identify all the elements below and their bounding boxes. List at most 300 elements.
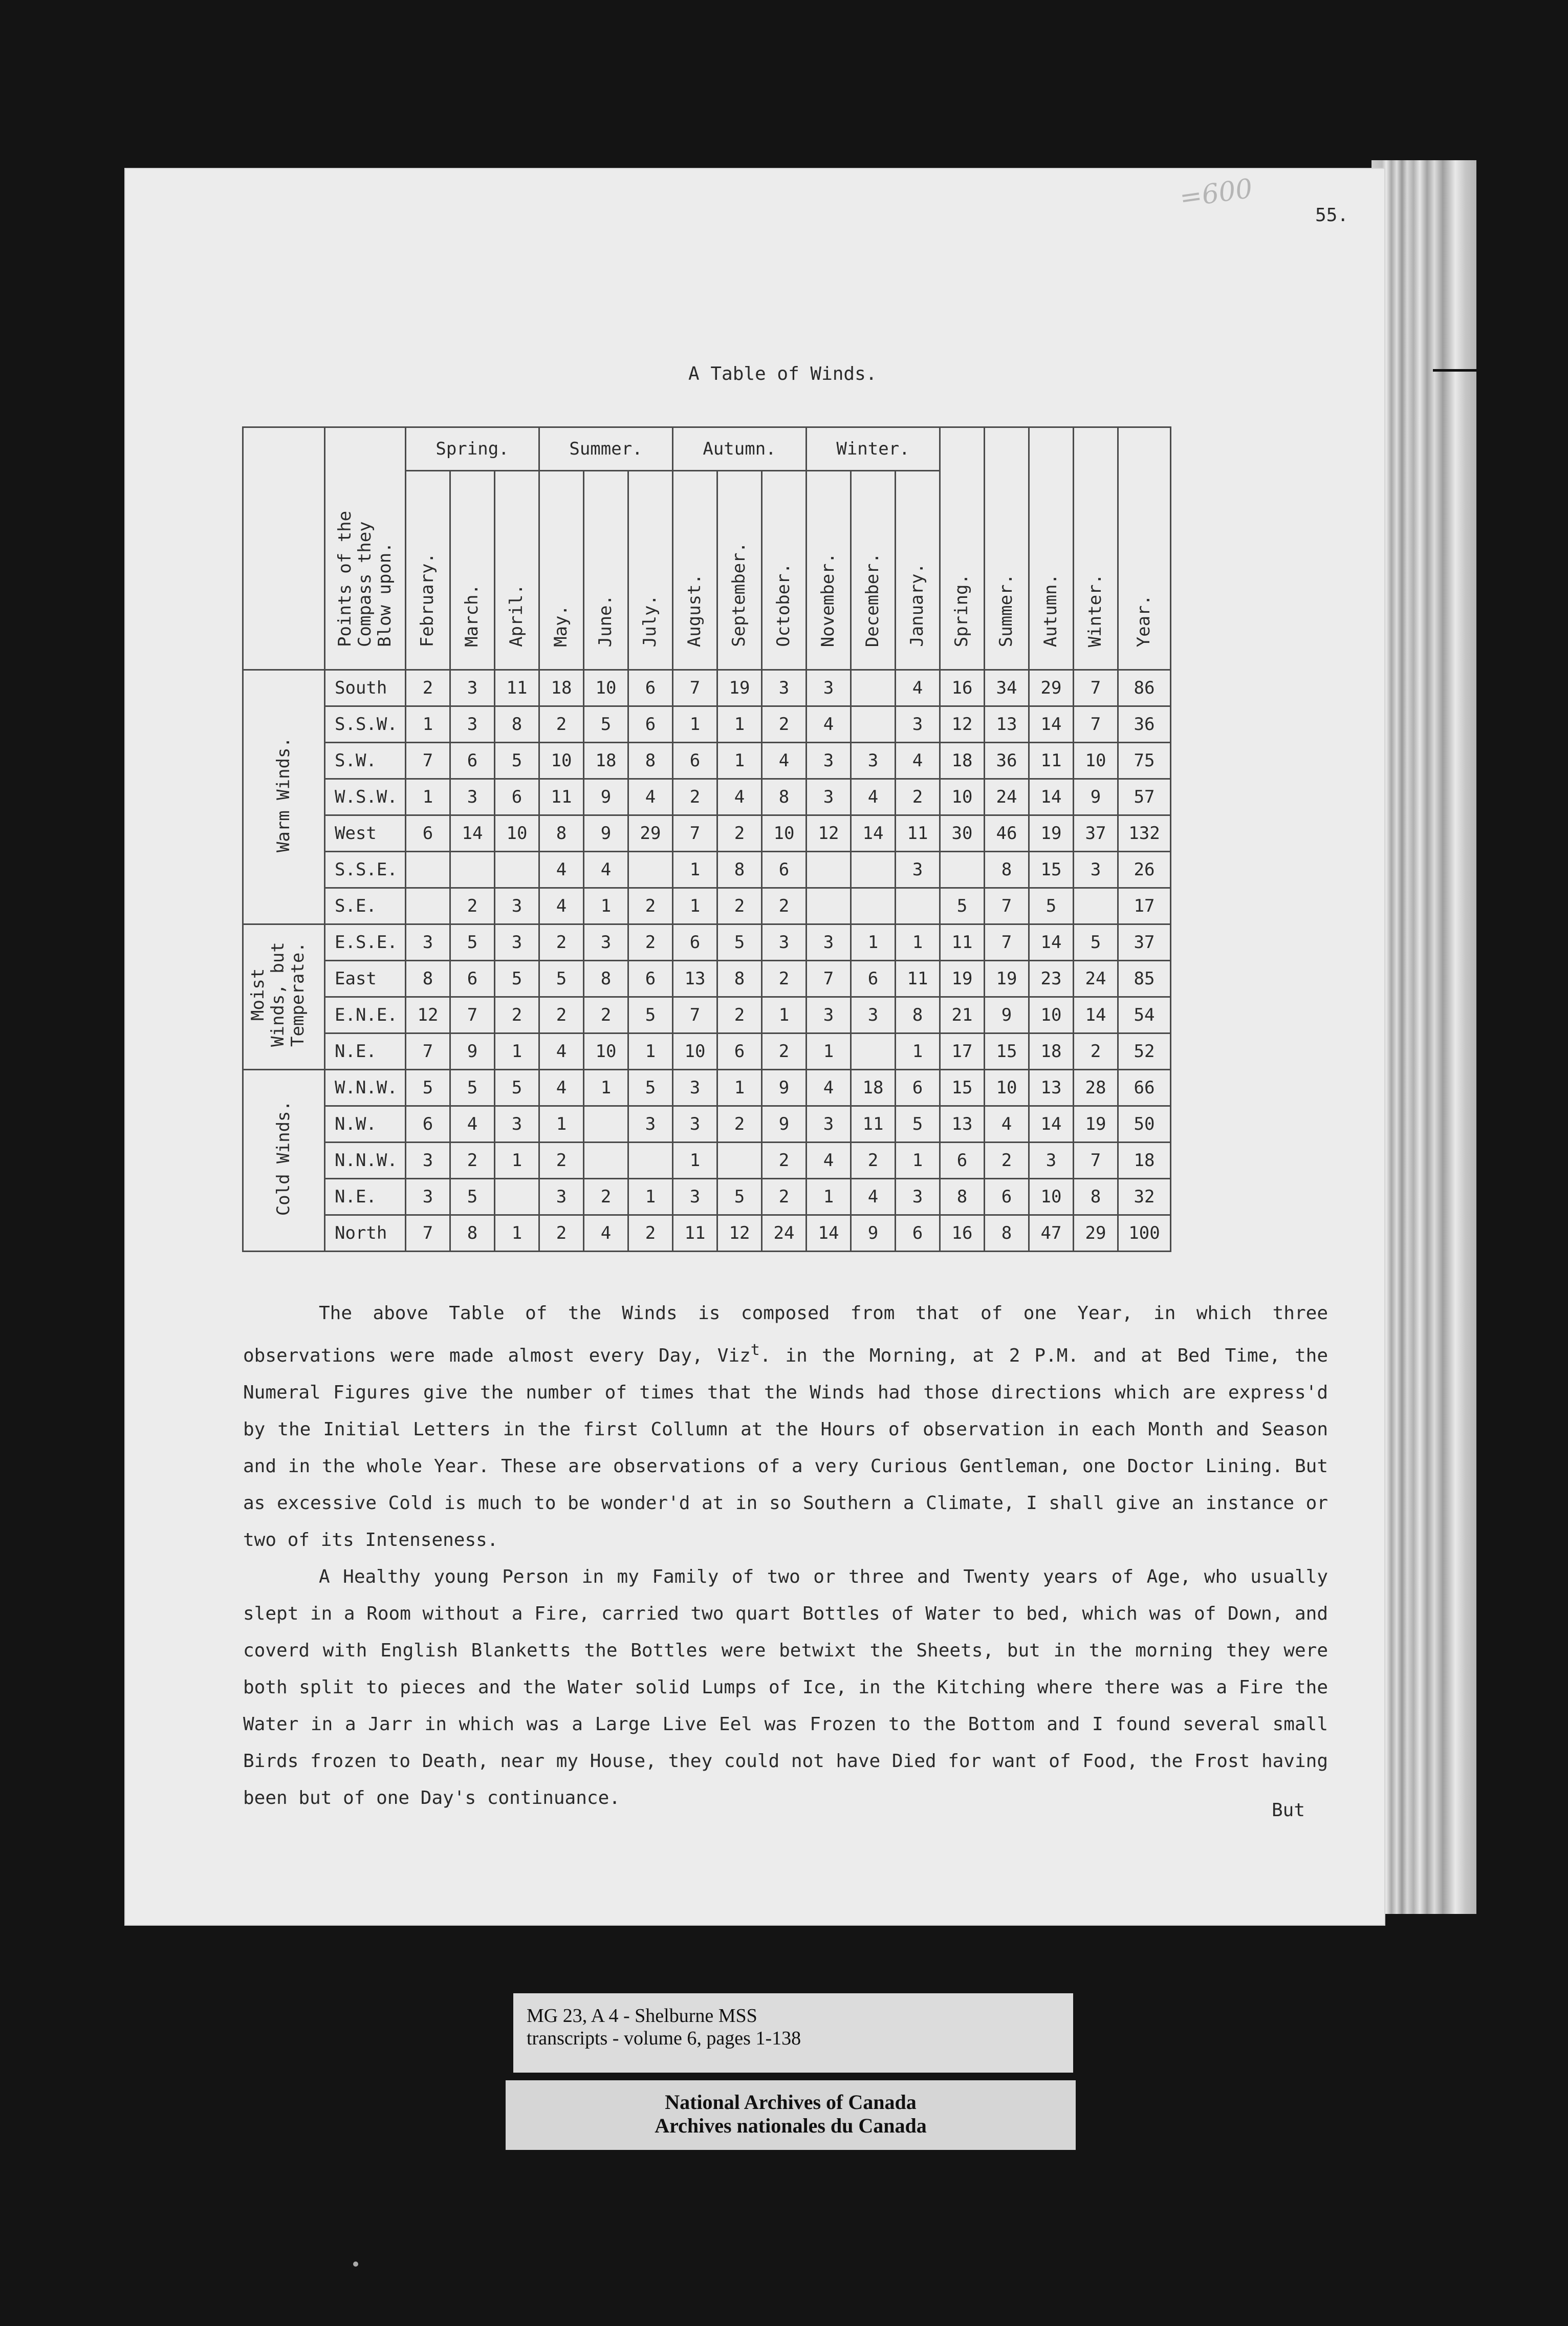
month-count-cell: 6 [896, 1215, 940, 1252]
table-row [243, 1179, 1171, 1215]
total-count-cell: 32 [1118, 1179, 1171, 1215]
month-count-cell [406, 852, 450, 888]
page-stack-edges [1371, 160, 1476, 1914]
table-title: A Table of Winds. [688, 363, 877, 384]
month-count-cell: 1 [406, 706, 450, 743]
film-dot [353, 2262, 358, 2267]
month-count-cell [851, 1033, 896, 1070]
table-row [243, 743, 1171, 779]
total-count-cell: 15 [985, 1033, 1029, 1070]
total-count-cell: 19 [985, 961, 1029, 997]
total-count-cell: 7 [985, 924, 1029, 961]
month-count-cell [896, 888, 940, 924]
table-row [243, 779, 1171, 815]
month-count-cell: 1 [762, 997, 807, 1033]
month-count-cell: 4 [539, 1070, 584, 1106]
month-count-cell: 3 [807, 670, 851, 706]
total-count-cell: 29 [1029, 670, 1074, 706]
month-count-cell: 11 [896, 815, 940, 852]
wind-group-label: Cold Winds. [243, 1070, 325, 1252]
month-count-cell: 2 [673, 779, 717, 815]
month-count-cell: 11 [851, 1106, 896, 1143]
month-count-cell: 2 [539, 924, 584, 961]
total-count-cell: 7 [1074, 670, 1118, 706]
table-row [243, 852, 1171, 888]
month-count-cell: 2 [762, 1179, 807, 1215]
month-header: June. [584, 471, 628, 670]
month-count-cell: 2 [851, 1143, 896, 1179]
month-count-cell: 14 [851, 815, 896, 852]
total-count-cell: 8 [940, 1179, 985, 1215]
total-count-cell: 10 [985, 1070, 1029, 1106]
month-count-cell: 3 [807, 997, 851, 1033]
winds-table [242, 426, 1171, 1252]
month-count-cell: 6 [495, 779, 539, 815]
archive-name-en: National Archives of Canada [665, 2091, 917, 2114]
total-count-cell: 23 [1029, 961, 1074, 997]
month-count-cell: 1 [896, 1143, 940, 1179]
compass-point: West [325, 815, 406, 852]
month-count-cell: 13 [673, 961, 717, 997]
month-count-cell: 6 [628, 961, 673, 997]
month-count-cell: 6 [673, 924, 717, 961]
total-header: Autumn. [1029, 427, 1074, 670]
total-count-cell: 2 [985, 1143, 1029, 1179]
month-count-cell: 3 [450, 779, 495, 815]
archive-reference-label [513, 1993, 1073, 2073]
total-count-cell: 37 [1118, 924, 1171, 961]
month-count-cell: 4 [584, 1215, 628, 1252]
total-count-cell: 18 [940, 743, 985, 779]
table-row [243, 1215, 1171, 1252]
table-row [243, 1106, 1171, 1143]
total-count-cell: 37 [1074, 815, 1118, 852]
month-count-cell [851, 888, 896, 924]
month-count-cell: 5 [450, 1070, 495, 1106]
month-count-cell: 29 [628, 815, 673, 852]
month-count-cell: 4 [584, 852, 628, 888]
month-count-cell: 4 [851, 1179, 896, 1215]
month-count-cell [851, 852, 896, 888]
month-count-cell: 1 [539, 1106, 584, 1143]
month-count-cell: 4 [896, 670, 940, 706]
table-row [243, 888, 1171, 924]
month-count-cell: 2 [762, 706, 807, 743]
month-count-cell: 2 [450, 888, 495, 924]
paragraph: A Healthy young Person in my Family of two or three and Twenty years of Age, who usually slept in a Room without a Fire, carried two quart Bottles of Water to bed, which was of Down, and coverd with English Blanketts the Bottles were betwixt the Sheets, but in the morning they were both split to pieces and the Water solid Lumps of Ice, in the Kitching where there was a Fire the Water in a Jarr in which was a Large Live Eel was Frozen to the Bottom and I found several small Birds frozen to Death, near my House, they could not have Died for want of Food, the Frost having been but of one Day's continuance. [243, 1566, 1328, 1808]
month-count-cell: 7 [673, 997, 717, 1033]
month-header: February. [406, 471, 450, 670]
total-header: Spring. [940, 427, 985, 670]
month-count-cell: 1 [807, 1179, 851, 1215]
compass-point: W.S.W. [325, 779, 406, 815]
total-count-cell: 14 [1029, 706, 1074, 743]
month-count-cell: 7 [406, 1215, 450, 1252]
month-count-cell: 1 [495, 1143, 539, 1179]
month-count-cell: 1 [406, 779, 450, 815]
month-count-cell: 18 [851, 1070, 896, 1106]
month-count-cell: 10 [495, 815, 539, 852]
total-count-cell: 11 [1029, 743, 1074, 779]
month-count-cell: 11 [673, 1215, 717, 1252]
compass-point: E.S.E. [325, 924, 406, 961]
month-count-cell: 6 [450, 743, 495, 779]
month-count-cell: 19 [717, 670, 762, 706]
total-count-cell: 7 [985, 888, 1029, 924]
month-count-cell: 11 [539, 779, 584, 815]
month-count-cell: 7 [406, 743, 450, 779]
table-row [243, 670, 1171, 706]
month-count-cell: 6 [628, 670, 673, 706]
month-count-cell: 3 [406, 1179, 450, 1215]
total-count-cell: 14 [1074, 997, 1118, 1033]
table-row [243, 1033, 1171, 1070]
month-count-cell: 1 [584, 1070, 628, 1106]
paragraph: The above Table of the Winds is composed from that of one Year, in which three observations were made almost every Day, Viz$^t$. in the Morning, at 2 P.M. and at Bed Time, the Numeral Figures give the number of times that the Winds had those directions which are express'd by the Initial Letters in the first Collumn at the Hours of observation in each Month and Season and in the whole Year. These are observations of a very Curious Gentleman, one Doctor Lining. But as excessive Cold is much to be wonder'd at in so Southern a Climate, I shall give an instance or two of its Intenseness. [243, 1303, 1328, 1550]
group-header-blank [243, 427, 325, 670]
month-count-cell: 3 [807, 924, 851, 961]
month-count-cell: 1 [851, 924, 896, 961]
month-count-cell: 2 [717, 1106, 762, 1143]
month-count-cell: 2 [628, 888, 673, 924]
table-row [243, 706, 1171, 743]
month-header: August. [673, 471, 717, 670]
month-count-cell: 1 [584, 888, 628, 924]
wind-group-label: Moist Winds, but Temperate. [243, 924, 325, 1070]
month-count-cell: 4 [851, 779, 896, 815]
archive-name-fr: Archives nationales du Canada [655, 2114, 927, 2137]
month-count-cell: 4 [896, 743, 940, 779]
total-count-cell: 28 [1074, 1070, 1118, 1106]
month-count-cell: 5 [495, 1070, 539, 1106]
month-count-cell: 7 [673, 815, 717, 852]
month-count-cell: 6 [406, 1106, 450, 1143]
month-count-cell: 7 [807, 961, 851, 997]
month-count-cell: 6 [717, 1033, 762, 1070]
month-count-cell: 5 [628, 1070, 673, 1106]
total-count-cell: 75 [1118, 743, 1171, 779]
month-count-cell: 2 [539, 1143, 584, 1179]
month-count-cell: 8 [717, 961, 762, 997]
month-count-cell [807, 888, 851, 924]
total-count-cell: 13 [1029, 1070, 1074, 1106]
month-count-cell: 1 [896, 924, 940, 961]
month-count-cell: 3 [851, 997, 896, 1033]
month-count-cell: 4 [717, 779, 762, 815]
season-header: Autumn. [673, 427, 807, 471]
month-count-cell [584, 1106, 628, 1143]
compass-point: N.E. [325, 1033, 406, 1070]
month-count-cell: 4 [762, 743, 807, 779]
month-header: September. [717, 471, 762, 670]
month-count-cell [450, 852, 495, 888]
month-count-cell: 3 [896, 852, 940, 888]
total-count-cell: 5 [1074, 924, 1118, 961]
month-count-cell: 3 [851, 743, 896, 779]
month-count-cell: 6 [450, 961, 495, 997]
month-count-cell: 3 [406, 1143, 450, 1179]
total-count-cell: 18 [1029, 1033, 1074, 1070]
total-count-cell: 24 [1074, 961, 1118, 997]
month-count-cell: 5 [450, 924, 495, 961]
pencil-annotation: =600 [1178, 173, 1255, 214]
month-count-cell: 2 [717, 888, 762, 924]
table-row [243, 1143, 1171, 1179]
total-count-cell: 10 [940, 779, 985, 815]
total-count-cell: 9 [1074, 779, 1118, 815]
month-count-cell: 3 [807, 1106, 851, 1143]
total-count-cell: 50 [1118, 1106, 1171, 1143]
season-header: Winter. [807, 427, 940, 471]
month-count-cell: 3 [406, 924, 450, 961]
total-count-cell: 19 [1029, 815, 1074, 852]
month-count-cell: 7 [450, 997, 495, 1033]
month-count-cell: 1 [495, 1033, 539, 1070]
total-count-cell: 36 [1118, 706, 1171, 743]
body-text [243, 1295, 1328, 1817]
total-count-cell: 14 [1029, 924, 1074, 961]
month-count-cell: 5 [717, 924, 762, 961]
total-count-cell: 16 [940, 670, 985, 706]
month-count-cell [584, 1143, 628, 1179]
month-count-cell: 11 [495, 670, 539, 706]
total-count-cell: 8 [985, 852, 1029, 888]
total-count-cell: 85 [1118, 961, 1171, 997]
month-count-cell: 9 [851, 1215, 896, 1252]
month-count-cell [851, 706, 896, 743]
month-count-cell: 3 [807, 743, 851, 779]
month-count-cell: 6 [673, 743, 717, 779]
month-count-cell: 3 [762, 924, 807, 961]
month-header: December. [851, 471, 896, 670]
total-count-cell: 8 [1074, 1179, 1118, 1215]
month-count-cell: 5 [406, 1070, 450, 1106]
month-count-cell: 5 [628, 997, 673, 1033]
month-header: July. [628, 471, 673, 670]
total-count-cell: 26 [1118, 852, 1171, 888]
month-count-cell: 5 [495, 743, 539, 779]
table-row [243, 1070, 1171, 1106]
month-count-cell: 2 [628, 924, 673, 961]
month-count-cell: 3 [450, 670, 495, 706]
month-count-cell: 6 [406, 815, 450, 852]
month-count-cell: 6 [762, 852, 807, 888]
total-count-cell: 34 [985, 670, 1029, 706]
compass-point: South [325, 670, 406, 706]
month-count-cell: 9 [584, 779, 628, 815]
compass-point: N.E. [325, 1179, 406, 1215]
month-count-cell: 8 [539, 815, 584, 852]
month-count-cell: 1 [717, 743, 762, 779]
compass-point: N.W. [325, 1106, 406, 1143]
month-count-cell [717, 1143, 762, 1179]
total-count-cell: 11 [940, 924, 985, 961]
month-count-cell: 1 [673, 888, 717, 924]
total-count-cell [1074, 888, 1118, 924]
total-count-cell: 14 [1029, 1106, 1074, 1143]
month-count-cell: 14 [807, 1215, 851, 1252]
total-count-cell: 66 [1118, 1070, 1171, 1106]
month-count-cell: 8 [628, 743, 673, 779]
month-count-cell: 5 [896, 1106, 940, 1143]
month-count-cell: 2 [717, 997, 762, 1033]
compass-point: East [325, 961, 406, 997]
total-count-cell: 54 [1118, 997, 1171, 1033]
month-count-cell: 12 [807, 815, 851, 852]
season-header: Spring. [406, 427, 539, 471]
month-count-cell: 7 [406, 1033, 450, 1070]
month-count-cell: 2 [896, 779, 940, 815]
total-count-cell: 4 [985, 1106, 1029, 1143]
month-count-cell: 2 [539, 706, 584, 743]
compass-point: North [325, 1215, 406, 1252]
month-count-cell: 6 [896, 1070, 940, 1106]
month-count-cell: 3 [628, 1106, 673, 1143]
table-row [243, 961, 1171, 997]
month-count-cell: 2 [762, 1143, 807, 1179]
month-count-cell: 1 [673, 706, 717, 743]
month-count-cell: 5 [584, 706, 628, 743]
table-body [243, 670, 1171, 1252]
total-count-cell: 24 [985, 779, 1029, 815]
document-page [125, 169, 1384, 1925]
month-count-cell: 24 [762, 1215, 807, 1252]
month-count-cell: 8 [495, 706, 539, 743]
month-count-cell [628, 1143, 673, 1179]
month-count-cell: 10 [584, 1033, 628, 1070]
month-count-cell: 8 [406, 961, 450, 997]
month-count-cell: 8 [584, 961, 628, 997]
total-header: Winter. [1074, 427, 1118, 670]
month-header: November. [807, 471, 851, 670]
month-count-cell: 1 [717, 1070, 762, 1106]
month-count-cell [851, 670, 896, 706]
month-count-cell: 9 [762, 1106, 807, 1143]
month-count-cell: 9 [762, 1070, 807, 1106]
month-count-cell: 10 [539, 743, 584, 779]
total-header: Year. [1118, 427, 1171, 670]
month-count-cell: 3 [896, 1179, 940, 1215]
month-header: October. [762, 471, 807, 670]
compass-point: N.N.W. [325, 1143, 406, 1179]
month-count-cell: 2 [584, 997, 628, 1033]
month-count-cell: 3 [896, 706, 940, 743]
month-count-cell: 4 [807, 706, 851, 743]
archive-name-label [506, 2080, 1076, 2150]
month-count-cell [628, 852, 673, 888]
total-count-cell: 7 [1074, 1143, 1118, 1179]
month-count-cell: 2 [717, 815, 762, 852]
total-count-cell: 16 [940, 1215, 985, 1252]
month-count-cell: 2 [539, 997, 584, 1033]
month-count-cell: 3 [495, 1106, 539, 1143]
edge-mark [1433, 369, 1476, 372]
total-count-cell: 2 [1074, 1033, 1118, 1070]
month-count-cell: 4 [539, 1033, 584, 1070]
total-count-cell: 7 [1074, 706, 1118, 743]
total-count-cell: 47 [1029, 1215, 1074, 1252]
month-count-cell: 1 [717, 706, 762, 743]
month-count-cell: 6 [851, 961, 896, 997]
total-count-cell: 6 [985, 1179, 1029, 1215]
compass-point: S.W. [325, 743, 406, 779]
month-count-cell: 10 [762, 815, 807, 852]
total-count-cell: 46 [985, 815, 1029, 852]
month-header: April. [495, 471, 539, 670]
month-count-cell: 9 [584, 815, 628, 852]
month-count-cell: 7 [673, 670, 717, 706]
total-count-cell: 5 [1029, 888, 1074, 924]
month-count-cell: 1 [628, 1179, 673, 1215]
month-count-cell: 6 [628, 706, 673, 743]
total-count-cell: 3 [1029, 1143, 1074, 1179]
compass-point: S.E. [325, 888, 406, 924]
total-count-cell: 13 [985, 706, 1029, 743]
month-count-cell: 2 [406, 670, 450, 706]
month-count-cell: 2 [450, 1143, 495, 1179]
month-count-cell: 8 [450, 1215, 495, 1252]
table-row [243, 997, 1171, 1033]
month-header: March. [450, 471, 495, 670]
month-count-cell: 3 [673, 1106, 717, 1143]
month-count-cell: 2 [762, 961, 807, 997]
month-count-cell: 1 [628, 1033, 673, 1070]
reference-line: transcripts - volume 6, pages 1-138 [527, 2028, 801, 2049]
month-count-cell: 9 [450, 1033, 495, 1070]
month-count-cell: 18 [584, 743, 628, 779]
total-count-cell: 5 [940, 888, 985, 924]
month-count-cell [495, 1179, 539, 1215]
total-count-cell: 15 [940, 1070, 985, 1106]
total-count-cell: 10 [1029, 1179, 1074, 1215]
month-count-cell: 14 [450, 815, 495, 852]
total-count-cell: 10 [1074, 743, 1118, 779]
month-count-cell: 1 [673, 852, 717, 888]
month-count-cell: 3 [762, 670, 807, 706]
total-count-cell: 9 [985, 997, 1029, 1033]
month-count-cell: 2 [762, 1033, 807, 1070]
month-count-cell: 5 [539, 961, 584, 997]
total-count-cell [940, 852, 985, 888]
month-count-cell: 3 [673, 1179, 717, 1215]
month-header: May. [539, 471, 584, 670]
month-count-cell: 3 [450, 706, 495, 743]
points-header: Points of the Compass they Blow upon. [325, 427, 406, 670]
total-count-cell: 21 [940, 997, 985, 1033]
total-count-cell: 6 [940, 1143, 985, 1179]
month-count-cell: 2 [628, 1215, 673, 1252]
month-count-cell: 10 [673, 1033, 717, 1070]
compass-point: S.S.W. [325, 706, 406, 743]
month-count-cell: 4 [450, 1106, 495, 1143]
total-header: Summer. [985, 427, 1029, 670]
month-count-cell: 11 [896, 961, 940, 997]
total-count-cell: 15 [1029, 852, 1074, 888]
month-count-cell: 8 [717, 852, 762, 888]
month-count-cell [406, 888, 450, 924]
month-count-cell: 2 [539, 1215, 584, 1252]
total-count-cell: 19 [1074, 1106, 1118, 1143]
total-count-cell: 52 [1118, 1033, 1171, 1070]
month-count-cell: 2 [762, 888, 807, 924]
page-number: 55. [1315, 205, 1349, 226]
month-count-cell: 1 [495, 1215, 539, 1252]
total-count-cell: 8 [985, 1215, 1029, 1252]
compass-point: S.S.E. [325, 852, 406, 888]
month-count-cell: 1 [673, 1143, 717, 1179]
compass-point: E.N.E. [325, 997, 406, 1033]
month-count-cell: 3 [584, 924, 628, 961]
